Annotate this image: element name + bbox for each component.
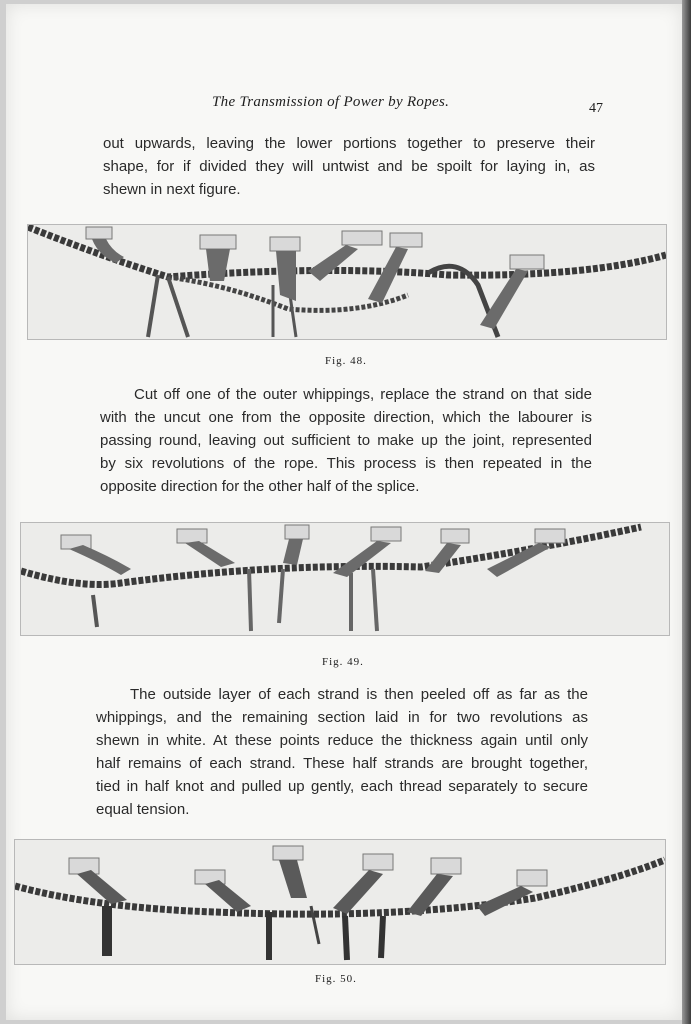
page-number: 47	[589, 101, 603, 116]
paragraph-outside-layer	[96, 683, 588, 821]
rope-splice-illustration	[15, 840, 665, 964]
text-line: whippings, and the remaining section laid in for two revolutions as	[96, 709, 588, 726]
text-line: equal tension.	[96, 801, 190, 818]
figure-48-caption: Fig. 48.	[325, 355, 367, 367]
book-spine-edge	[682, 0, 691, 1024]
text-line: with the uncut one from the opposite direction, which the labourer is	[100, 409, 592, 426]
text-line: Cut off one of the outer whippings, replace the strand on that side	[134, 386, 592, 403]
text-line: out upwards, leaving the lower portions together to preserve their	[103, 135, 595, 152]
figure-50-caption: Fig. 50.	[315, 973, 357, 985]
rope-splice-illustration	[21, 523, 669, 635]
text-line: The outside layer of each strand is then peeled off as far as the	[130, 686, 588, 703]
text-line: opposite direction for the other half of the splice.	[100, 478, 420, 495]
text-line: shewn in white. At these points reduce the thickness again until only	[96, 732, 588, 749]
figure-49-caption: Fig. 49.	[322, 656, 364, 668]
text-line: shewn in next figure.	[103, 181, 241, 198]
figure-49-photo	[20, 522, 670, 636]
paragraph-whippings	[100, 383, 592, 498]
running-title: The Transmission of Power by Ropes.	[212, 94, 450, 110]
text-line: by six revolutions of the rope. This process is then repeated in the	[100, 455, 592, 472]
figure-50-photo	[14, 839, 666, 965]
figure-48-photo	[27, 224, 667, 340]
text-line: half remains of each strand. These half strands are brought together,	[96, 755, 588, 772]
text-line: passing round, leaving out sufficient to make up the joint, represented	[100, 432, 592, 449]
rope-splice-illustration	[28, 225, 666, 339]
text-line: tied in half knot and pulled up gently, each thread separately to secure	[96, 778, 588, 795]
text-line: shape, for if divided they will untwist and be spoilt for laying in, as	[103, 158, 595, 175]
paragraph-continuation	[103, 132, 595, 201]
